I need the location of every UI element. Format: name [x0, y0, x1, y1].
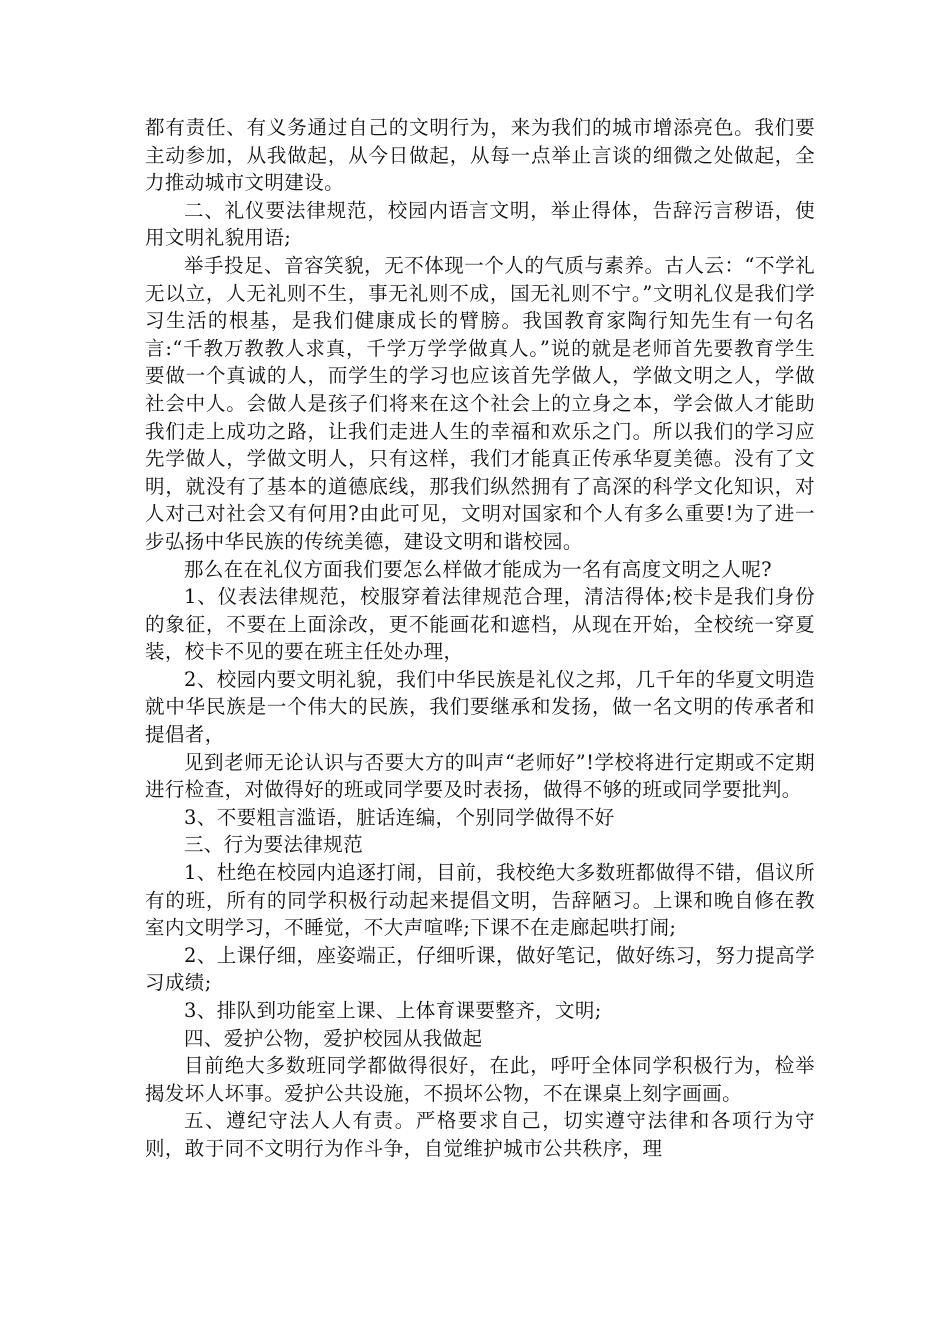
- paragraph-7: 见到老师无论认识与否要大方的叫声“老师好”!学校将进行定期或不定期进行检查，对做得好的班或同学要及时表扬，做得不够的班或同学要批判。: [145, 750, 815, 802]
- paragraph-8: 3、不要粗言滥语，脏话连编，个别同学做得不好: [184, 805, 615, 829]
- paragraph-14: 目前绝大多数班同学都做得很好，在此，呼吁全体同学积极行为，检举揭发坏人坏事。爱护公共设施，不损坏公物，不在课桌上刻字画画。: [145, 1054, 815, 1105]
- paragraph-12: 3、排队到功能室上课、上体育课要整齐，文明;: [184, 999, 602, 1022]
- paragraph-11: 2、上课仔细，座姿端正，仔细听课，做好笔记，做好练习，努力提高学习成绩;: [145, 943, 815, 995]
- paragraph-10: 1、杜绝在校园内追逐打闹，目前，我校绝大多数班都做得不错，倡议所有的班，所有的同学积极行动起来提倡文明，告辞陋习。上课和晚自修在教室内文明学习，不睡觉，不大声喧哗;下课不在走廊起哄打闹;: [145, 861, 815, 940]
- paragraph-2: 二、礼仪要法律规范，校园内语言文明，举止得体，告辞污言秽语，使用文明礼貌用语;: [145, 198, 815, 250]
- paragraph-1: 都有责任、有义务通过自己的文明行为，来为我们的城市增添亮色。我们要主动参加，从我做起，从今日做起，从每一点举止言谈的细微之处做起，全力推动城市文明建设。: [145, 116, 815, 195]
- document-page: [145, 114, 815, 1163]
- paragraph-6: 2、校园内要文明礼貌，我们中华民族是礼仪之邦，几千年的华夏文明造就中华民族是一个伟大的民族，我们要继承和发扬，做一名文明的传承者和提倡者，: [145, 667, 815, 747]
- paragraph-3: 举手投足、音容笑貌，无不体现一个人的气质与素养。古人云：“不学礼无以立，人无礼则不生，事无礼则不成，国无礼则不宁。”文明礼仪是我们学习生活的根基，是我们健康成长的臂膀。我国教育家陶行知先生有一句名言:“千教万教教人求真，千学万学学做真人。”说的就是老师首先要教育学生要做一个真诚的人，而学生的学习也应该首先学做人，学做文明之人，学做社会中人。会做人是孩子们将来在这个社会上的立身之本，学会做人才能助我们走上成功之路，让我们走进人生的幸福和欢乐之门。所以我们的学习应先学做人，学做文明人，只有这样，我们才能真正传承华夏美德。没有了文明，就没有了基本的道德底线，那我们纵然拥有了高深的科学文化知识，对人对己对社会又有何用?由此可见，文明对国家和个人有多么重要!为了进一步弘扬中华民族的传统美德，建设文明和谐校园。: [145, 253, 815, 553]
- paragraph-13: 四、爱护公物，爱护校园从我做起: [184, 1026, 483, 1050]
- paragraph-5: 1、仪表法律规范，校服穿着法律规范合理，清洁得体;校卡是我们身份的象征，不要在上面涂改，更不能画花和遮档，从现在开始，全校统一穿夏装，校卡不见的要在班主任处办理，: [145, 585, 815, 664]
- paragraph-9: 三、行为要法律规范: [184, 833, 364, 857]
- paragraph-4: 那么在在礼仪方面我们要怎么样做才能成为一名有高度文明之人呢?: [184, 557, 772, 581]
- paragraph-15: 五、遵纪守法人人有责。严格要求自己，切实遵守法律和各项行为守则，敢于同不文明行为作斗争，自觉维护城市公共秩序，理: [145, 1109, 815, 1160]
